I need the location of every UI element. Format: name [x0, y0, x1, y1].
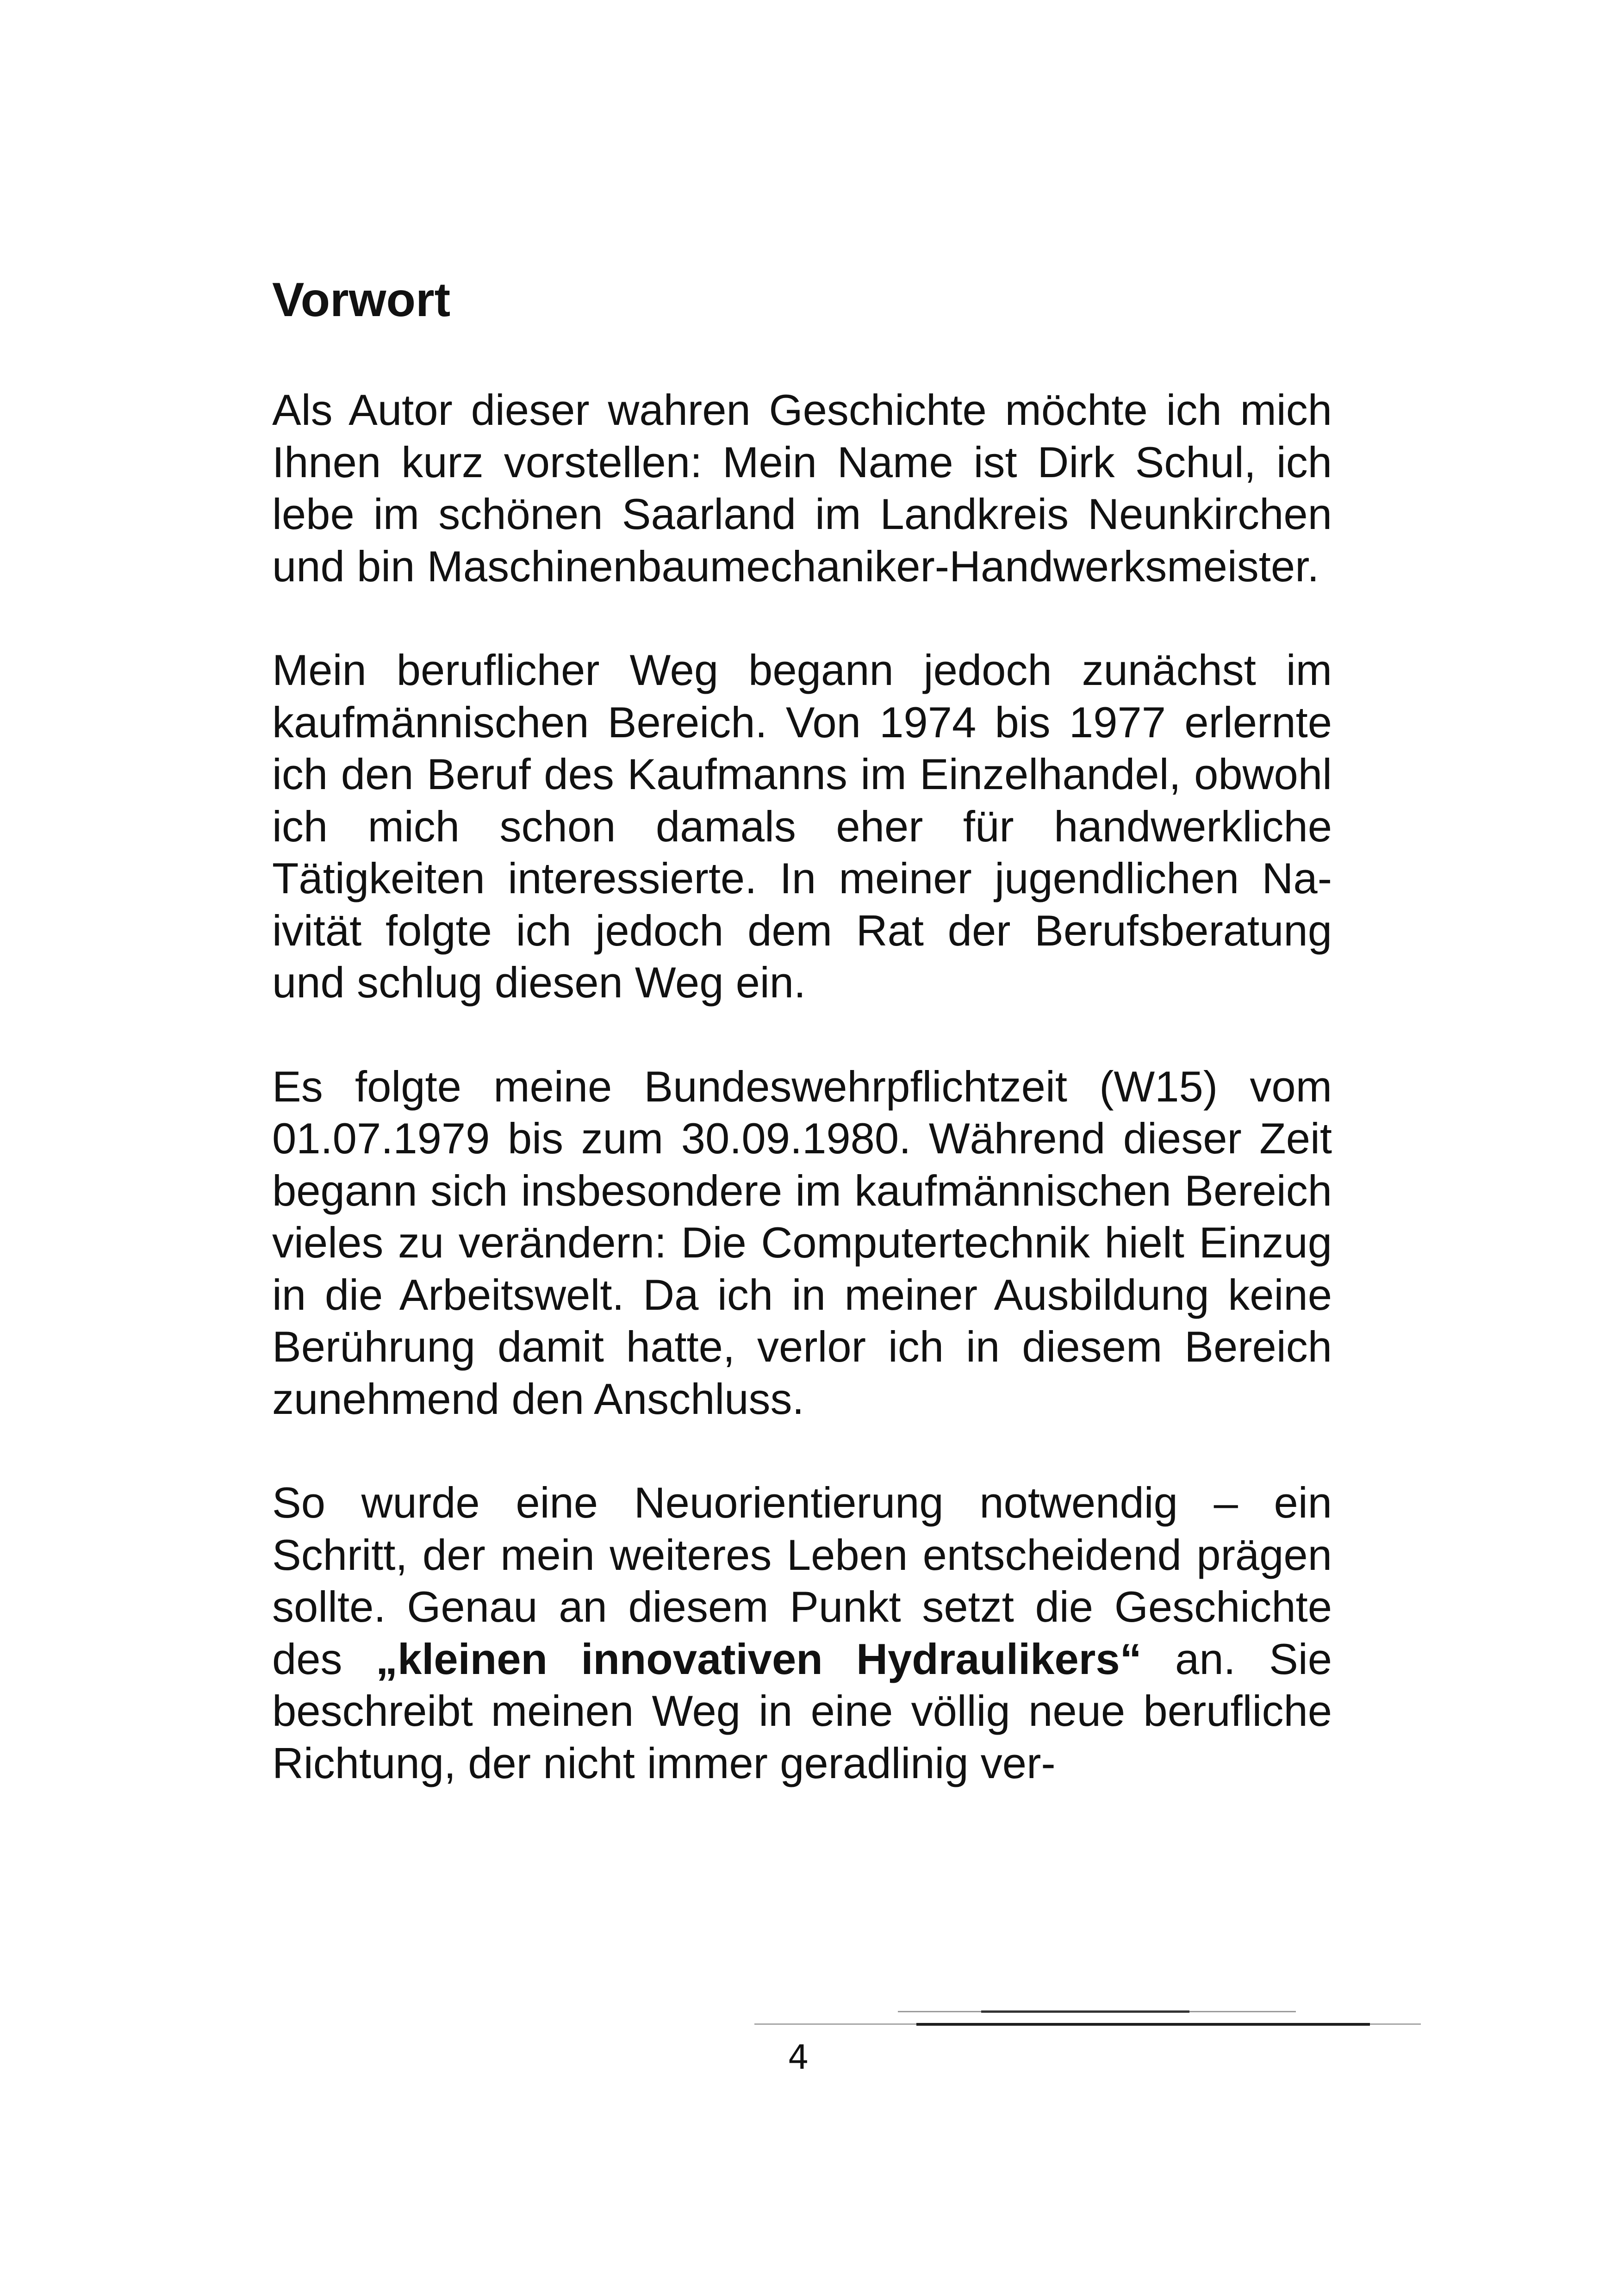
book-title-emphasis: „kleinen innovativen Hydraulikers“: [376, 1634, 1142, 1683]
paragraph-military-service: Es folgte meine Bundeswehrpflichtzeit (W15) vom 01.07.1979 bis zum 30.09.1980. Während dieser Zeit begann sich insbesondere im kaufmännischen Bereich vieles zu verändern: Die Computertechnik hielt Einzug in die Arbeitswelt. Da ich in meiner Ausbildung keine Berührung damit hatte, verlor ich in diesem Bereich zunehmend den Anschluss.: [272, 1062, 1332, 1423]
paragraph-reorientation: [272, 1477, 1332, 1789]
reorientation-text-start: So wurde eine Neuorientierung notwendig – ein Schritt, der mein weiteres Leben entscheidend prägen sollte. Genau an diesem Punkt setzt die Geschichte des: [272, 1478, 1332, 1683]
footer-rule-lower-accent: [916, 2023, 1370, 2026]
paragraph-author-intro: Als Autor dieser wahren Geschichte möchte ich mich Ihnen kurz vorstellen: Mein Name ist Dirk Schul, ich lebe im schönen Saarland im Landkreis Neunkirchen und bin Maschinenbaumechaniker-Handwerksmeister.: [272, 386, 1332, 591]
body-text: [272, 384, 1332, 1789]
reorientation-text-end: an. Sie beschreibt meinen Weg in eine völlig neue berufliche Richtung, der nicht immer geradlinig ver-: [272, 1634, 1332, 1787]
footer-rule-upper-accent: [981, 2010, 1189, 2013]
page-number: 4: [788, 2038, 809, 2077]
chapter-heading: Vorwort: [272, 273, 451, 327]
paragraph-career-start: Mein beruflicher Weg begann jedoch zunächst im kaufmännischen Bereich. Von 1974 bis 1977 erlernte ich den Beruf des Kaufmanns im Einzelhandel, obwohl ich mich schon damals eher für handwerkliche Tätigkeiten interessierte. In meiner jugendlichen Naivität folgte ich jedoch dem Rat der Berufsberatung und schlug diesen Weg ein.: [272, 646, 1332, 1007]
